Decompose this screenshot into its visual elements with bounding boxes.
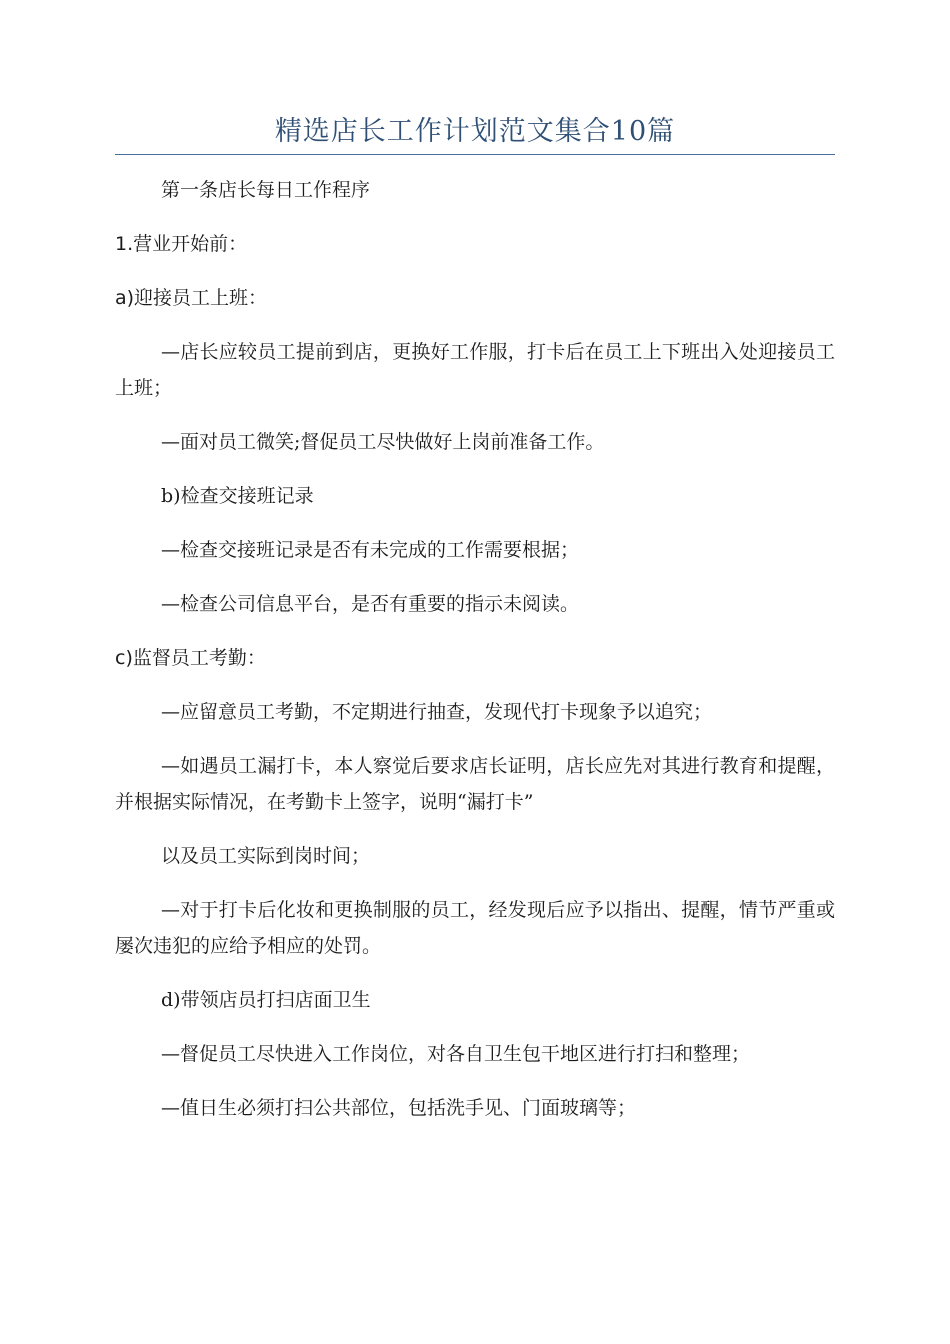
title-underline: [115, 154, 835, 155]
subsection-heading: b)检查交接班记录: [161, 485, 314, 507]
subsection-heading: a)迎接员工上班：: [115, 287, 268, 309]
document-title: 精选店长工作计划范文集合10篇: [274, 116, 676, 147]
paragraph: 第一条店长每日工作程序: [161, 179, 371, 201]
paragraph: 以及员工实际到岗时间；: [161, 845, 371, 867]
paragraph: —对于打卡后化妆和更换制服的员工，经发现后应予以指出、提醒，情节严重或屡次违犯的应给予相应的处罚。: [115, 899, 835, 957]
paragraph: —店长应较员工提前到店，更换好工作服，打卡后在员工上下班出入处迎接员工上班；: [115, 341, 835, 399]
paragraph: —督促员工尽快进入工作岗位，对各自卫生包干地区进行打扫和整理；: [161, 1043, 751, 1065]
paragraph: —面对员工微笑;督促员工尽快做好上岗前准备工作。: [161, 431, 605, 453]
paragraph: —检查交接班记录是否有未完成的工作需要根据；: [161, 539, 580, 561]
paragraph: —如遇员工漏打卡，本人察觉后要求店长证明，店长应先对其进行教育和提醒，并根据实际情况，在考勤卡上签字，说明“漏打卡”: [115, 755, 835, 813]
paragraph: —值日生必须打扫公共部位，包括洗手见、门面玻璃等；: [161, 1097, 637, 1119]
subsection-heading: c)监督员工考勤：: [115, 647, 266, 669]
paragraph: —应留意员工考勤，不定期进行抽查，发现代打卡现象予以追究；: [161, 701, 713, 723]
section-heading: 1.营业开始前：: [115, 233, 248, 255]
subsection-heading: d)带领店员打扫店面卫生: [161, 989, 371, 1011]
paragraph: —检查公司信息平台，是否有重要的指示未阅读。: [161, 593, 580, 615]
document-body: [115, 172, 835, 1144]
